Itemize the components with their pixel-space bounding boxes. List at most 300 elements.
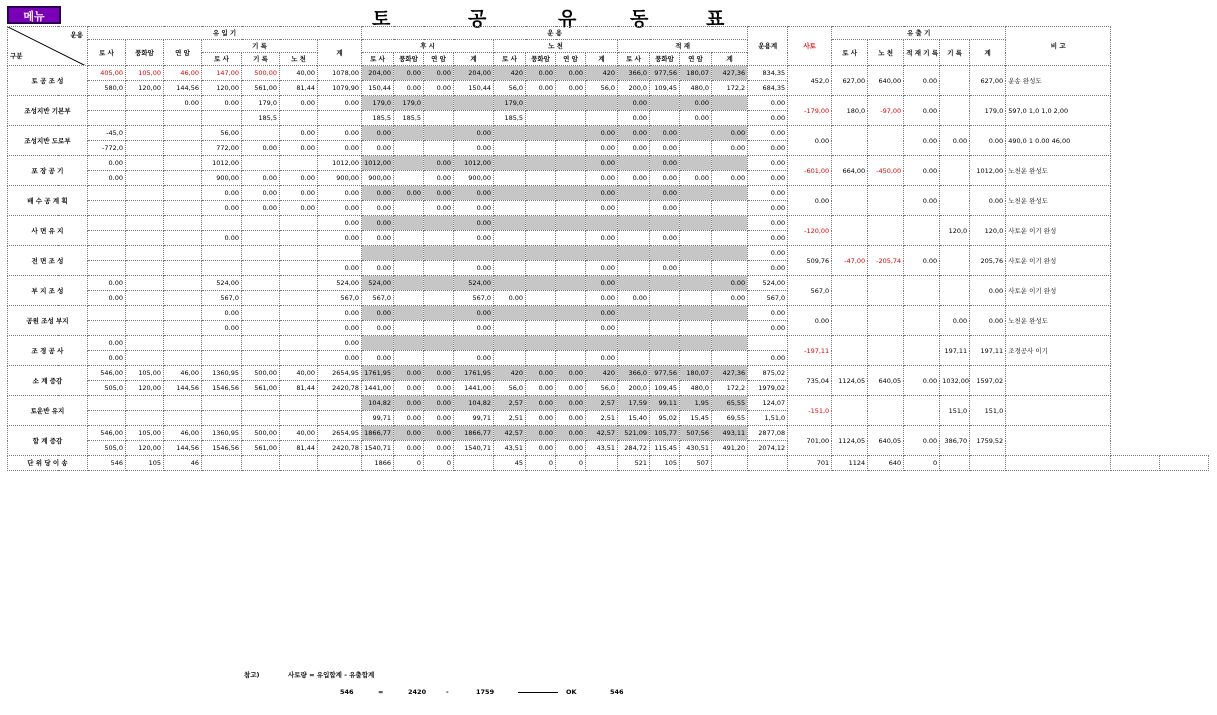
- table-cell: [526, 261, 556, 276]
- table-cell: [424, 246, 454, 261]
- table-cell: [526, 291, 556, 306]
- table-cell: [202, 246, 242, 261]
- table-cell: 1079,90: [318, 81, 362, 96]
- table-cell: 0.00: [362, 126, 394, 141]
- table-cell: [280, 216, 318, 231]
- table-cell: 1866: [362, 456, 394, 471]
- table-cell: [164, 171, 202, 186]
- table-cell: 0.00: [904, 66, 940, 96]
- table-cell: 834,35: [748, 66, 788, 81]
- corner-bottom-label: 구분: [10, 52, 23, 60]
- table-cell: [556, 171, 586, 186]
- table-cell: [424, 321, 454, 336]
- table-cell: [88, 396, 126, 411]
- table-cell: 144,56: [164, 381, 202, 396]
- table-cell: 0.00: [394, 441, 424, 456]
- table-cell: [868, 186, 904, 216]
- table-cell: 1761,95: [454, 366, 494, 381]
- table-cell: 0.00: [940, 306, 970, 336]
- table-cell: 1441,00: [454, 381, 494, 396]
- table-cell: 420: [586, 66, 618, 81]
- table-cell: [680, 336, 712, 351]
- table-cell: [526, 231, 556, 246]
- table-cell: 0.00: [280, 126, 318, 141]
- table-cell: [650, 291, 680, 306]
- table-cell: 0.00: [318, 321, 362, 336]
- table-cell: 0.00: [424, 171, 454, 186]
- table-cell: [494, 306, 526, 321]
- table-cell: 900,00: [454, 171, 494, 186]
- table-cell: 0.00: [748, 141, 788, 156]
- table-cell: [556, 111, 586, 126]
- table-cell: [362, 336, 394, 351]
- table-cell: 0.00: [680, 171, 712, 186]
- table-cell: 0.00: [904, 126, 940, 156]
- table-cell: 0.00: [748, 351, 788, 366]
- table-cell: 567,0: [362, 291, 394, 306]
- table-cell: 0.00: [318, 261, 362, 276]
- header-col: 계: [454, 53, 494, 66]
- table-cell: [394, 201, 424, 216]
- row-label: 사 면 유 지: [8, 216, 88, 246]
- table-cell: [832, 276, 868, 306]
- table-cell: 40,00: [280, 66, 318, 81]
- row-label: 조 경 공 사: [8, 336, 88, 366]
- table-cell: 46,00: [164, 66, 202, 81]
- table-cell: 420: [494, 66, 526, 81]
- table-cell: 1540,71: [454, 441, 494, 456]
- row-label: 조성지반 기본부: [8, 96, 88, 126]
- table-cell: [164, 231, 202, 246]
- table-cell: [88, 216, 126, 231]
- table-cell: 1,51,0: [748, 411, 788, 426]
- table-cell: 197,11: [970, 336, 1006, 366]
- table-cell: 180,07: [680, 66, 712, 81]
- table-cell: 0.00: [424, 411, 454, 426]
- table-cell: [940, 456, 970, 471]
- table-cell: [526, 246, 556, 261]
- table-cell: [88, 261, 126, 276]
- table-cell: [394, 171, 424, 186]
- table-cell: [832, 396, 868, 426]
- table-cell: 0.00: [556, 366, 586, 381]
- table-cell: 0.00: [394, 426, 424, 441]
- row-note: 노천운 완성도: [1006, 186, 1111, 216]
- table-cell: 0.00: [88, 291, 126, 306]
- table-cell: [126, 246, 164, 261]
- table-cell: [832, 336, 868, 366]
- table-cell: 0.00: [788, 186, 832, 216]
- table-cell: 977,56: [650, 366, 680, 381]
- header-yu-in: 유 입 기: [88, 27, 362, 40]
- table-cell: [126, 126, 164, 141]
- table-cell: 521,09: [618, 426, 650, 441]
- table-cell: [526, 336, 556, 351]
- table-cell: [904, 276, 940, 306]
- header-col: 기 록: [242, 53, 280, 66]
- table-cell: [424, 216, 454, 231]
- table-cell: [202, 261, 242, 276]
- table-cell: [242, 321, 280, 336]
- table-cell: [940, 276, 970, 306]
- table-cell: 180,0: [832, 96, 868, 126]
- table-cell: 524,00: [748, 276, 788, 291]
- table-cell: 0: [556, 456, 586, 471]
- table-cell: [242, 126, 280, 141]
- header-col: 기 록: [940, 40, 970, 66]
- header-col: 노 천: [868, 40, 904, 66]
- row-note: 운송 완성도: [1006, 66, 1111, 96]
- table-cell: [126, 276, 164, 291]
- footer-calc-c: 1759: [476, 688, 495, 696]
- table-cell: 0.00: [424, 426, 454, 441]
- table-cell: [618, 276, 650, 291]
- table-cell: [680, 261, 712, 276]
- table-cell: [126, 261, 164, 276]
- table-cell: 0.00: [712, 291, 748, 306]
- table-cell: 105,00: [126, 366, 164, 381]
- menu-button[interactable]: 메뉴: [7, 6, 61, 24]
- table-cell: 185,5: [494, 111, 526, 126]
- table-cell: 452,0: [788, 66, 832, 96]
- table-cell: -205,74: [868, 246, 904, 276]
- table-cell: 1012,00: [318, 156, 362, 171]
- table-cell: 0.00: [88, 351, 126, 366]
- table-cell: [832, 126, 868, 156]
- table-cell: 0.00: [556, 396, 586, 411]
- header-col: 계: [970, 40, 1006, 66]
- table-cell: [586, 336, 618, 351]
- table-cell: [202, 396, 242, 411]
- table-cell: [88, 186, 126, 201]
- table-cell: -45,0: [88, 126, 126, 141]
- table-cell: 0.00: [526, 366, 556, 381]
- table-cell: 185,5: [242, 111, 280, 126]
- table-cell: 0.00: [454, 141, 494, 156]
- table-cell: 567,0: [748, 291, 788, 306]
- table-cell: -179,00: [788, 96, 832, 126]
- table-cell: 0.00: [318, 201, 362, 216]
- table-cell: 0.00: [394, 186, 424, 201]
- table-cell: [280, 261, 318, 276]
- table-cell: [586, 96, 618, 111]
- table-cell: 900,00: [362, 171, 394, 186]
- table-cell: 46,00: [164, 426, 202, 441]
- table-cell: [424, 141, 454, 156]
- table-cell: [940, 156, 970, 186]
- table-cell: 0.00: [748, 216, 788, 231]
- table-cell: [556, 216, 586, 231]
- table-cell: 1012,00: [202, 156, 242, 171]
- table-cell: 0.00: [424, 441, 454, 456]
- table-cell: 0.00: [904, 246, 940, 276]
- header-hu: 후 시: [362, 40, 494, 53]
- table-cell: 0: [424, 456, 454, 471]
- table-cell: [164, 246, 202, 261]
- header-col: 토 사: [202, 53, 242, 66]
- table-cell: [712, 306, 748, 321]
- table-cell: [832, 186, 868, 216]
- table-cell: [526, 171, 556, 186]
- row-note: 사토운 이기 완성: [1006, 276, 1111, 306]
- table-cell: 0.00: [712, 276, 748, 291]
- table-cell: 480,0: [680, 81, 712, 96]
- table-cell: [202, 216, 242, 231]
- table-cell: [454, 111, 494, 126]
- table-cell: [454, 246, 494, 261]
- table-cell: 0.00: [318, 336, 362, 351]
- table-cell: [712, 246, 748, 261]
- table-cell: 0.00: [318, 306, 362, 321]
- table-cell: 0.00: [586, 291, 618, 306]
- table-cell: [618, 246, 650, 261]
- table-cell: 1078,00: [318, 66, 362, 81]
- header-gi: 기 록: [202, 40, 318, 53]
- table-cell: 0.00: [650, 186, 680, 201]
- table-cell: 0.00: [526, 81, 556, 96]
- table-cell: 56,0: [494, 81, 526, 96]
- row-label: 포 장 공 기: [8, 156, 88, 186]
- table-cell: [394, 291, 424, 306]
- row-note: 490,0 1 0.00 46,00: [1006, 126, 1111, 156]
- table-cell: 120,00: [126, 381, 164, 396]
- table-cell: [940, 246, 970, 276]
- table-cell: 0.00: [424, 381, 454, 396]
- table-cell: [202, 111, 242, 126]
- header-sa-b: 사토: [788, 27, 832, 66]
- table-cell: [526, 96, 556, 111]
- table-cell: 0.00: [454, 126, 494, 141]
- table-cell: [242, 231, 280, 246]
- table-cell: 0.00: [748, 306, 788, 321]
- table-cell: [494, 201, 526, 216]
- table-cell: 493,11: [712, 426, 748, 441]
- table-cell: 2654,95: [318, 366, 362, 381]
- table-cell: 0.00: [454, 261, 494, 276]
- table-cell: [556, 261, 586, 276]
- table-cell: 185,5: [362, 111, 394, 126]
- table-cell: 1441,00: [362, 381, 394, 396]
- table-cell: [394, 141, 424, 156]
- table-cell: 0.00: [526, 426, 556, 441]
- table-cell: [88, 306, 126, 321]
- table-cell: 0.00: [904, 366, 940, 396]
- table-cell: 0.00: [556, 381, 586, 396]
- table-cell: 875,02: [748, 366, 788, 381]
- row-note: [1006, 396, 1111, 426]
- table-cell: 701: [788, 456, 832, 471]
- table-cell: 0.00: [362, 201, 394, 216]
- table-cell: 0.00: [586, 321, 618, 336]
- table-cell: 204,00: [362, 66, 394, 81]
- table-cell: 977,56: [650, 66, 680, 81]
- table-cell: [1160, 456, 1209, 471]
- row-label: 부 지 조 성: [8, 276, 88, 306]
- table-cell: [556, 276, 586, 291]
- table-cell: [526, 276, 556, 291]
- table-cell: 0.00: [970, 186, 1006, 216]
- row-label: 전 면 조 성: [8, 246, 88, 276]
- footer-calc-d: 546: [610, 688, 624, 696]
- table-cell: 430,51: [680, 441, 712, 456]
- table-cell: 0.00: [394, 66, 424, 81]
- table-cell: 0.00: [318, 186, 362, 201]
- table-cell: 0.00: [318, 141, 362, 156]
- table-cell: 81,44: [280, 81, 318, 96]
- table-cell: [126, 141, 164, 156]
- table-cell: [394, 246, 424, 261]
- table-cell: [712, 321, 748, 336]
- table-cell: 0.00: [526, 381, 556, 396]
- table-cell: [680, 351, 712, 366]
- table-cell: 567,0: [318, 291, 362, 306]
- table-cell: [126, 336, 164, 351]
- table-cell: [940, 186, 970, 216]
- table-cell: [712, 456, 748, 471]
- header-un-yong: 운 용: [362, 27, 748, 40]
- table-cell: [618, 186, 650, 201]
- table-cell: 0.00: [424, 156, 454, 171]
- table-cell: [1111, 456, 1160, 471]
- table-cell: [242, 216, 280, 231]
- table-cell: [202, 456, 242, 471]
- table-cell: 1546,56: [202, 381, 242, 396]
- table-cell: [280, 336, 318, 351]
- table-cell: 2877,08: [748, 426, 788, 441]
- table-cell: 0.00: [556, 441, 586, 456]
- table-cell: [424, 261, 454, 276]
- table-cell: [280, 231, 318, 246]
- table-cell: [424, 291, 454, 306]
- table-cell: 640,05: [868, 366, 904, 396]
- table-cell: 1124,05: [832, 426, 868, 456]
- table-cell: 179,0: [970, 96, 1006, 126]
- table-cell: 104,82: [454, 396, 494, 411]
- table-cell: [164, 276, 202, 291]
- table-cell: [424, 231, 454, 246]
- table-cell: [164, 201, 202, 216]
- row-label: 소 계 증감: [8, 366, 88, 396]
- table-cell: [712, 156, 748, 171]
- table-cell: [394, 321, 424, 336]
- table-cell: 40,00: [280, 426, 318, 441]
- table-cell: [494, 231, 526, 246]
- header-col: 계: [318, 40, 362, 66]
- table-cell: 0.00: [318, 96, 362, 111]
- table-cell: 1546,56: [202, 441, 242, 456]
- table-cell: [618, 261, 650, 276]
- table-cell: [650, 276, 680, 291]
- table-cell: [318, 246, 362, 261]
- table-cell: 0.00: [454, 306, 494, 321]
- table-cell: [88, 321, 126, 336]
- table-cell: [424, 111, 454, 126]
- table-cell: [526, 156, 556, 171]
- header-col: 노 천: [280, 53, 318, 66]
- table-cell: [868, 276, 904, 306]
- table-cell: 524,00: [454, 276, 494, 291]
- table-cell: 0.00: [650, 231, 680, 246]
- table-cell: 0.00: [904, 156, 940, 186]
- table-cell: [494, 171, 526, 186]
- table-cell: 144,56: [164, 81, 202, 96]
- table-cell: 120,0: [970, 216, 1006, 246]
- table-cell: [680, 306, 712, 321]
- table-cell: 0.00: [586, 186, 618, 201]
- table-cell: 0.00: [970, 126, 1006, 156]
- table-cell: 0.00: [586, 276, 618, 291]
- header-col: 풍화암: [394, 53, 424, 66]
- table-cell: 640: [868, 456, 904, 471]
- header-col: 풍화암: [526, 53, 556, 66]
- table-cell: 2,57: [586, 396, 618, 411]
- table-cell: 567,0: [788, 276, 832, 306]
- table-cell: [680, 246, 712, 261]
- table-cell: [680, 186, 712, 201]
- table-cell: [164, 141, 202, 156]
- table-cell: [556, 336, 586, 351]
- table-cell: 507,56: [680, 426, 712, 441]
- table-cell: 500,00: [242, 66, 280, 81]
- table-cell: [88, 231, 126, 246]
- table-cell: [424, 351, 454, 366]
- table-cell: [832, 216, 868, 246]
- table-cell: 640,05: [868, 426, 904, 456]
- table-cell: 46,00: [164, 366, 202, 381]
- footer-formula: 사토량 = 유입합계 - 유출합계: [288, 671, 375, 679]
- table-cell: 561,00: [242, 441, 280, 456]
- table-cell: 500,00: [242, 426, 280, 441]
- table-cell: [526, 186, 556, 201]
- table-cell: [242, 411, 280, 426]
- table-cell: [242, 261, 280, 276]
- table-cell: [242, 291, 280, 306]
- table-cell: 2420,78: [318, 441, 362, 456]
- table-cell: 0.00: [748, 261, 788, 276]
- table-cell: [164, 186, 202, 201]
- table-cell: [650, 306, 680, 321]
- table-cell: 172,2: [712, 81, 748, 96]
- table-cell: 0.00: [424, 396, 454, 411]
- table-cell: 0.00: [712, 126, 748, 141]
- table-cell: 179,0: [362, 96, 394, 111]
- table-cell: [680, 231, 712, 246]
- table-cell: [650, 351, 680, 366]
- table-cell: -151,0: [788, 396, 832, 426]
- table-cell: 366,0: [618, 366, 650, 381]
- header-col: 연 암: [680, 53, 712, 66]
- table-cell: [1006, 456, 1111, 471]
- table-cell: 0.00: [586, 156, 618, 171]
- table-cell: 0.00: [454, 201, 494, 216]
- table-cell: [680, 141, 712, 156]
- table-cell: [680, 321, 712, 336]
- table-cell: [242, 351, 280, 366]
- table-cell: [618, 156, 650, 171]
- table-cell: [394, 126, 424, 141]
- table-cell: [280, 411, 318, 426]
- table-cell: [164, 126, 202, 141]
- table-cell: 546,00: [88, 366, 126, 381]
- table-cell: [88, 111, 126, 126]
- title-char: 표: [706, 8, 725, 30]
- table-cell: 0.00: [526, 66, 556, 81]
- table-cell: 0.00: [748, 96, 788, 111]
- table-cell: [940, 66, 970, 96]
- table-cell: [618, 201, 650, 216]
- table-cell: 0.00: [556, 411, 586, 426]
- table-cell: [868, 396, 904, 426]
